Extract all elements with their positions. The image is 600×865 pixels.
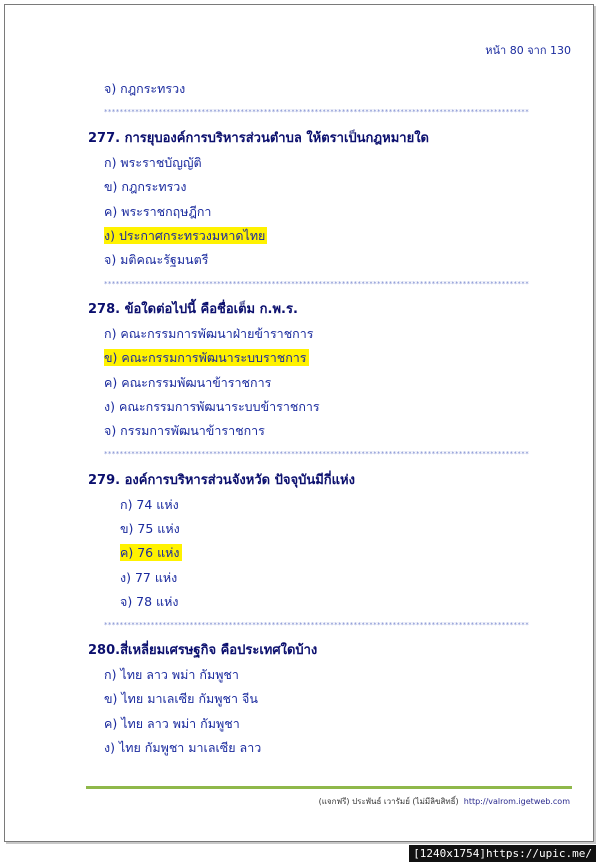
option-277-e: จ) มติคณะรัฐมนตรี [104,252,209,267]
page-number: หน้า 80 จาก 130 [485,44,571,57]
option-278-e: จ) กรรมการพัฒนาข้าราชการ [104,423,265,438]
option-277-c: ค) พระราชกฤษฎีกา [104,204,212,219]
question-279-title: 279. องค์การบริหารส่วนจังหวัด ปัจจุบันมีกี่แห่ง [88,473,355,488]
option-279-a: ก) 74 แห่ง [120,497,179,512]
option-279-c [120,544,182,562]
option-279-b: ข) 75 แห่ง [120,521,180,536]
answer-highlight: ค) 76 แห่ง [120,545,180,560]
option-279-d: ง) 77 แห่ง [120,570,178,585]
option-277-a: ก) พระราชบัญญัติ [104,155,202,170]
question-280-title: 280.สี่เหลี่ยมเศรษฐกิจ คือประเทศใดบ้าง [88,643,318,658]
question-278-title: 278. ข้อใดต่อไปนี้ คือชื่อเต็ม ก.พ.ร. [88,302,298,317]
option-280-d: ง) ไทย กัมพูชา มาเลเซีย ลาว [104,740,262,755]
footer-credit: (แจกฟรี) ประพันธ์ เวารัมย์ (ไม่มีลิขสิทธิ์) [318,797,459,806]
option-280-b: ข) ไทย มาเลเซีย กัมพูชา จีน [104,691,258,706]
option-278-c: ค) คณะกรรมพัฒนาข้าราชการ [104,375,272,390]
separator: ************************************************************************************************************* [104,108,530,116]
option-278-d: ง) คณะกรรมการพัฒนาระบบข้าราชการ [104,399,320,414]
option-277-d [104,227,267,245]
footer [319,795,570,808]
option-276-e: จ) กฎกระทรวง [104,81,186,96]
option-279-e: จ) 78 แห่ง [120,594,179,609]
footer-url: http://valrom.igetweb.com [463,797,570,806]
separator: ************************************************************************************************************* [104,280,530,288]
footer-rule [86,786,572,789]
option-280-a: ก) ไทย ลาว พม่า กัมพูชา [104,667,239,682]
option-278-b [104,349,309,367]
separator: ************************************************************************************************************* [104,621,530,629]
answer-highlight: ง) ประกาศกระทรวงมหาดไทย [104,228,266,243]
separator: ************************************************************************************************************* [104,450,530,458]
answer-highlight: ข) คณะกรรมการพัฒนาระบบราชการ [104,350,307,365]
option-280-c: ค) ไทย ลาว พม่า กัมพูชา [104,716,240,731]
option-277-b: ข) กฎกระทรวง [104,179,187,194]
question-277-title: 277. การยุบองค์การบริหารส่วนตำบล ให้ตราเป็นกฎหมายใด [88,131,429,146]
image-size-watermark: [1240x1754]https://upic.me/ [409,845,596,862]
option-278-a: ก) คณะกรรมการพัฒนาฝ่ายข้าราชการ [104,326,314,341]
